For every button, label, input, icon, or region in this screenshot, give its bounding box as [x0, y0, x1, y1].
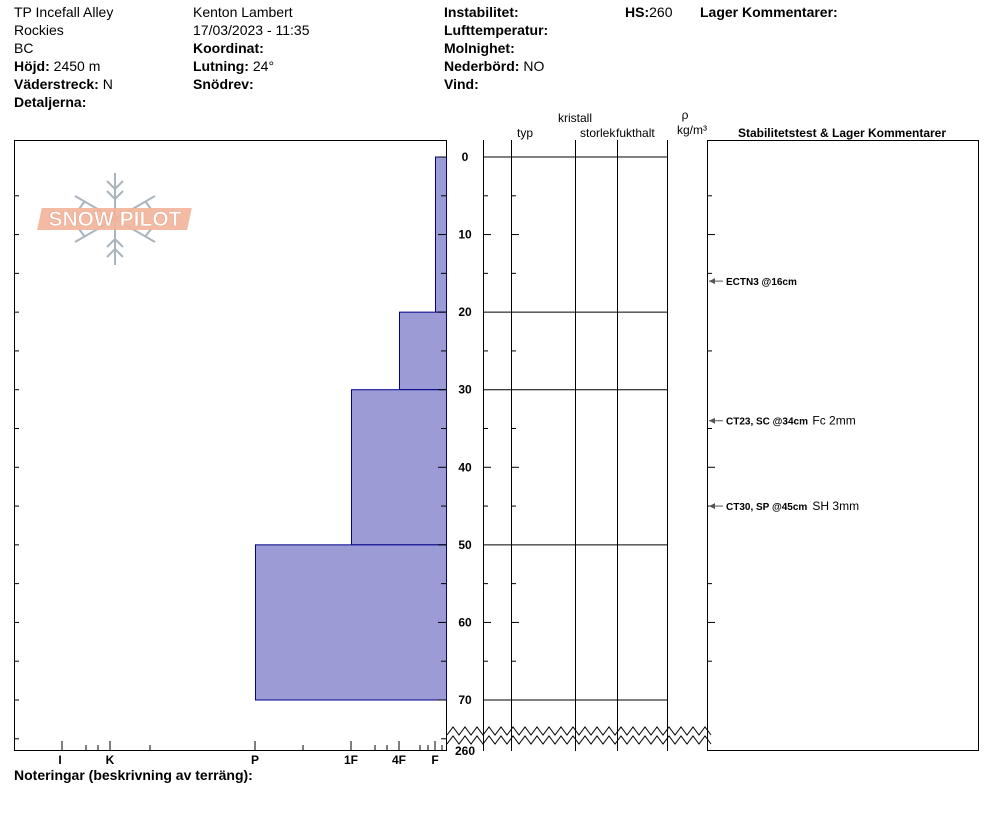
depth-tick-label: 30 [458, 382, 472, 397]
coordinate-label: Koordinat: [193, 40, 264, 56]
slope-label: Lutning: [193, 58, 249, 74]
hardness-layer-bar [256, 545, 447, 700]
depth-break-zigzag [447, 727, 711, 744]
hardness-tick-label: F [431, 753, 439, 767]
stability-tests [709, 277, 859, 513]
stability-arrow-head [709, 278, 715, 284]
hardness-layers [256, 157, 447, 700]
column-size: storlek [580, 126, 616, 140]
zigzag-line [447, 727, 711, 735]
hardness-layer-bar [400, 312, 447, 390]
hs-value: 260 [649, 4, 673, 20]
snowpilot-logo-text: SNOW PILOT [48, 208, 182, 231]
column-moisture: fukthalt [616, 126, 655, 140]
observation-datetime: 17/03/2023 - 11:35 [193, 22, 310, 38]
depth-tick-label: 40 [458, 460, 472, 475]
observer-name: Kenton Lambert [193, 4, 293, 20]
elevation-value: 2450 m [53, 58, 101, 74]
column-crystal: kristall [557, 111, 593, 125]
hardness-tick-label: I [58, 753, 62, 767]
hardness-axis [58, 741, 442, 767]
depth-tick-label: 20 [458, 305, 472, 320]
depth-break-label: 260 [454, 744, 476, 758]
stability-arrow-head [709, 418, 715, 424]
stability-arrow-head [709, 503, 715, 509]
depth-tick-label: 0 [461, 150, 469, 164]
zigzag-line [447, 736, 711, 744]
column-stability: Stabilitetstest & Lager Kommentarer [737, 126, 947, 140]
hardness-tick-label: P [250, 753, 260, 767]
depth-tick-label: 10 [458, 227, 472, 242]
stability-test-comment: Fc 2mm [812, 413, 856, 428]
stability-test-label: ECTN3 @16cm [726, 277, 797, 289]
layer-table [484, 140, 979, 751]
stability-test-label: CT30, SP @45cm [726, 502, 808, 514]
aspect-label: Väderstreck: [14, 76, 99, 92]
stability-test-label: CT23, SC @34cm [726, 416, 809, 428]
column-type: typ [516, 126, 534, 140]
elevation-label: Höjd: [14, 58, 50, 74]
location-name: TP Incefall Alley [14, 4, 114, 20]
depth-tick-label: 50 [458, 537, 472, 552]
region: BC [14, 40, 34, 56]
table-depth-ticks [483, 196, 715, 661]
hardness-tick-label: 4F [391, 753, 407, 767]
hardness-tick-label: 1F [343, 753, 359, 767]
air-temp-label: Lufttemperatur: [444, 22, 549, 38]
depth-tick-label: 60 [458, 615, 472, 630]
wind-loading-label: Snödrev: [193, 76, 254, 92]
instability-label: Instabilitet: [444, 4, 519, 20]
precip-label: Nederbörd: [444, 58, 520, 74]
depth-tick-label: 70 [458, 692, 472, 707]
terrain-notes-label: Noteringar (beskrivning av terräng): [14, 767, 253, 783]
column-rho: ρ [681, 108, 689, 122]
slope-value: 24° [252, 58, 275, 74]
sky-label: Molnighet: [444, 40, 515, 56]
aspect-value: N [102, 76, 113, 92]
mountain-range: Rockies [14, 22, 64, 38]
stability-test-comment: SH 3mm [812, 499, 860, 514]
hs-label: HS: [625, 4, 650, 20]
details-label: Detaljerna: [14, 94, 87, 110]
column-density-unit: kg/m³ [677, 123, 707, 137]
precip-value: NO [523, 58, 545, 74]
snowpilot-logo [37, 173, 192, 265]
hardness-layer-bar [352, 390, 447, 545]
layer-comments-label: Lager Kommentarer: [700, 4, 838, 20]
wind-label: Vind: [444, 76, 479, 92]
hardness-tick-label: K [105, 753, 115, 767]
